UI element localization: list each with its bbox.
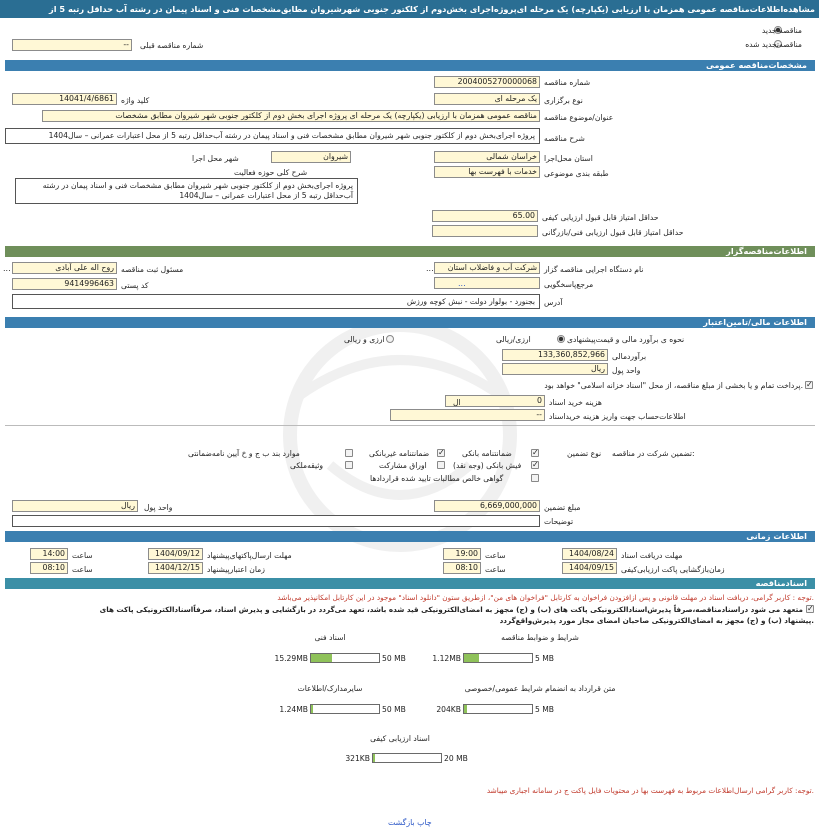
validity-label: زمان اعتبار‌پیشنهاد xyxy=(207,565,265,574)
nonbank-guarantee-checkbox[interactable] xyxy=(437,449,445,457)
doc-price-field: 0 xyxy=(445,395,545,407)
receipt-checkbox[interactable] xyxy=(531,461,539,469)
doc-price-unit: ال xyxy=(453,398,461,407)
article-guarantee-label: موارد بند ب ج و خ آیین نامه‌ضمانتی xyxy=(188,449,300,458)
validity-time-label: ساعت xyxy=(72,565,93,574)
currency-radio[interactable] xyxy=(386,335,394,343)
validity-date-field: 1404/12/15 xyxy=(148,562,203,574)
currency-label: ارزی و ریالی xyxy=(344,335,385,344)
document-used-size: 321KB xyxy=(345,754,370,763)
estimate-amount-label: برآوردمالی xyxy=(612,352,647,361)
guarantee-amount-label: مبلغ تضمین xyxy=(544,503,581,512)
scope-field: پروژه اجرای‌بخش دوم از کلکتور جنوبی شهر شیروان مطابق مشخصات فنی و اسناد پیمان در رشته آب‌حداقل رتبه 5 از محل اعتبارات عمرانی – سال1404 xyxy=(15,178,358,204)
document-label: شرایط و ضوابط مناقصه xyxy=(501,633,579,642)
postal-code-label: کد پستی xyxy=(121,281,149,290)
category-field: خدمات با فهرست بها xyxy=(434,166,540,178)
document-max-size: 20 MB xyxy=(444,754,468,763)
subject-field: مناقصه عمومی همزمان با ارزیابی (یکپارچه) یک مرحله ای پروژه اجرای بخش دوم از کلکتور جنوبی شهر شیروان مطابق مشخصات xyxy=(42,110,540,122)
open-date-field: 1404/09/15 xyxy=(562,562,617,574)
commitment-checkbox[interactable] xyxy=(806,605,814,613)
guarantee-amount-field: 6,669,000,000 xyxy=(434,500,540,512)
document-max-size: 50 MB xyxy=(382,654,406,663)
get-doc-date-field: 1404/08/24 xyxy=(562,548,617,560)
address-label: آدرس xyxy=(544,298,563,307)
rial-label: ارزی/ریالی xyxy=(496,335,531,344)
reference-link[interactable]: ... xyxy=(458,279,466,288)
document-label: اسناد ارزیابی کیفی xyxy=(370,734,430,743)
currency-unit-label: واحد پول xyxy=(612,366,641,375)
min-tech-label: حداقل امتیاز قابل قبول ارزیابی فنی/بازرگانی xyxy=(542,228,684,237)
document-progress-fill xyxy=(464,705,467,713)
document-progress-bar xyxy=(463,653,533,663)
documents-note: توجه : کاربر گرامی، دریافت اسناد در مهلت قانونی و پس ازافزودن فراخوان به کارتابل "فراخوان های من"، ازطریق ستون "دانلود اسناد" موجود در این کارتابل امکانپذیر می‌باشد. xyxy=(277,593,814,602)
responsible-more-icon[interactable]: ... xyxy=(3,264,11,273)
document-progress-fill xyxy=(311,654,332,662)
get-doc-time-field: 19:00 xyxy=(443,548,481,560)
get-doc-label: مهلت دریافت اسناد xyxy=(621,551,683,560)
receipt-label: فیش بانکی (وجه نقد) xyxy=(453,461,522,470)
document-max-size: 50 MB xyxy=(382,705,406,714)
tender-number-label: شماره مناقصه xyxy=(544,78,591,87)
treasury-checkbox[interactable] xyxy=(805,381,813,389)
account-label: اطلاعات‌حساب جهت واریز هزینه خریداسناد xyxy=(549,412,686,421)
document-used-size: 1.24MB xyxy=(279,705,308,714)
get-doc-time-label: ساعت xyxy=(485,551,506,560)
watermark-logo xyxy=(180,305,620,585)
securities-label: اوراق مشارکت xyxy=(379,461,427,470)
property-checkbox[interactable] xyxy=(345,461,353,469)
organization-more-icon[interactable]: ... xyxy=(426,264,434,273)
send-time-label: ساعت xyxy=(72,551,93,560)
bank-guarantee-label: ضمانتنامه بانکی xyxy=(462,449,512,458)
organizer-section-header: اطلاعات‌مناقصه‌گزار xyxy=(5,246,815,257)
commitment-text-2: پیشنهاد (ب) و (ج) مجهز به امضای‌الکترونیکی صاحبان امضای مجاز مورد پذیرش‌واقع‌گردد. xyxy=(499,616,814,625)
renewed-tender-label: مناقصه‌تجدید شده xyxy=(745,40,802,49)
guarantee-unit-label: واحد پول xyxy=(144,503,173,512)
guarantee-unit-field: ریال xyxy=(12,500,138,512)
responsible-label: مسئول ثبت مناقصه xyxy=(121,265,184,274)
tender-kind-label: نوع برگزاری xyxy=(544,96,583,105)
validity-time-field: 08:10 xyxy=(30,562,68,574)
new-tender-label: مناقصه جدید xyxy=(761,26,802,35)
organization-field: شرکت آب و فاضلاب استان xyxy=(434,262,540,274)
keyword-field: 14041/4/6861 xyxy=(12,93,117,105)
open-time-label: ساعت xyxy=(485,565,506,574)
document-used-size: 15.29MB xyxy=(274,654,308,663)
bank-guarantee-checkbox[interactable] xyxy=(531,449,539,457)
doc-price-label: هزینه خرید اسناد xyxy=(549,398,602,407)
document-progress-fill xyxy=(464,654,479,662)
min-quality-field: 65.00 xyxy=(432,210,538,222)
document-progress-fill xyxy=(311,705,313,713)
reference-field xyxy=(434,277,540,289)
postal-code-field: 9414996463 xyxy=(12,278,117,290)
tender-kind-field: یک مرحله ای xyxy=(434,93,540,105)
document-used-size: 1.12MB xyxy=(432,654,461,663)
timing-section-header: اطلاعات زمانی xyxy=(5,531,815,542)
article-guarantee-checkbox[interactable] xyxy=(345,449,353,457)
guarantee-type-label: نوع تضمین xyxy=(567,449,602,458)
min-tech-field xyxy=(432,225,538,237)
send-date-field: 1404/09/12 xyxy=(148,548,203,560)
price-list-note: توجه: کاربر گرامی ارسال‌اطلاعات مربوط به فهرست بها در محتویات فایل پاکت ج در سامانه اجباری میباشد. xyxy=(486,786,814,795)
notes-field xyxy=(12,515,540,527)
city-field: شیروان xyxy=(271,151,351,163)
document-progress-bar xyxy=(463,704,533,714)
treasury-text: پرداخت تمام و یا بخشی از مبلغ مناقصه، از محل "اسناد خزانه اسلامی" خواهد بود. xyxy=(544,381,803,390)
print-back-link[interactable]: چاپ بازگشت xyxy=(388,818,432,827)
city-label: شهر محل اجرا xyxy=(192,154,239,163)
province-field: خراسان شمالی xyxy=(434,151,540,163)
rial-radio[interactable] xyxy=(557,335,565,343)
prev-tender-input[interactable]: -- xyxy=(12,39,132,51)
securities-checkbox[interactable] xyxy=(437,461,445,469)
currency-unit-field: ریال xyxy=(502,363,608,375)
general-section-header: مشخصات‌مناقصه عمومی xyxy=(5,60,815,71)
responsible-field: روح اله علی آبادی xyxy=(12,262,117,274)
min-quality-label: حداقل امتیاز قابل قبول ارزیابی کیفی xyxy=(542,213,659,222)
reference-label: مرجع‌پاسخگویی xyxy=(544,280,594,289)
open-label: زمان‌بازگشایی پاکت ارزیابی‌کیفی xyxy=(621,565,725,574)
notes-label: توضیحات xyxy=(544,517,574,526)
document-progress-fill xyxy=(373,754,375,762)
description-field: پروژه اجرای‌بخش دوم از کلکتور جنوبی شهر شیروان مطابق مشخصات فنی و اسناد پیمان در رشته آب‌حداقل رتبه 5 از محل اعتبارات عمرانی – سال1404 xyxy=(5,128,540,144)
certificate-checkbox[interactable] xyxy=(531,474,539,482)
document-progress-bar xyxy=(310,653,380,663)
keyword-label: کلید واژه xyxy=(121,96,150,105)
divider xyxy=(5,425,815,426)
document-progress-bar xyxy=(372,753,442,763)
commitment-text: متعهد می شود دراسنادمناقصه،صرفاً پذیرش‌اسنادالکترونیکی پاکت های (ب) و (ج) مجهز به امضای‌الکترونیکی قید شده باشد، تعهد می‌گردد در بازگشایی و پذیرش اسناد، صرفاً‌اسنادالکترونیکی پاکت های xyxy=(99,605,803,614)
subject-label: عنوان/موضوع مناقصه xyxy=(544,113,614,122)
finance-section-header: اطلاعات مالی/تامین‌اعتبار xyxy=(5,317,815,328)
document-label: متن قرارداد به انضمام شرایط عمومی/خصوصی xyxy=(464,684,616,693)
certificate-label: گواهی خالص مطالبات تایید شده قراردادها xyxy=(370,474,504,483)
prev-tender-label: شماره مناقصه قبلی xyxy=(140,41,204,50)
category-label: طبقه بندی موضوعی xyxy=(544,169,609,178)
send-time-field: 14:00 xyxy=(30,548,68,560)
nonbank-guarantee-label: ضمانتنامه غیربانکی xyxy=(369,449,430,458)
province-label: استان محل‌اجرا xyxy=(544,154,593,163)
documents-section-header: اسنادمناقصه xyxy=(5,578,815,589)
document-max-size: 5 MB xyxy=(535,705,555,714)
document-label: سایرمدارک/اطلاعات xyxy=(297,684,363,693)
scope-label: شرح کلی حوزه فعالیت xyxy=(234,168,308,177)
document-used-size: 204KB xyxy=(436,705,461,714)
tender-number-field: 2004005270000068 xyxy=(434,76,540,88)
address-field: بجنورد - بولوار دولت - نبش کوچه ورزش xyxy=(12,294,540,309)
guarantee-label: تضمین شرکت در مناقصه: xyxy=(612,449,695,458)
estimate-amount-field: 133,360,852,966 xyxy=(502,349,608,361)
account-field: -- xyxy=(390,409,545,421)
document-progress-bar xyxy=(310,704,380,714)
send-label: مهلت ارسال‌پاکتهای‌پیشنهاد xyxy=(207,551,292,560)
description-label: شرح مناقصه xyxy=(544,134,585,143)
document-max-size: 5 MB xyxy=(535,654,555,663)
document-label: اسناد فنی xyxy=(314,633,346,642)
open-time-field: 08:10 xyxy=(443,562,481,574)
property-label: وثیقه‌ملکی xyxy=(290,461,324,470)
page-title: مشاهده‌اطلاعات‌مناقصه عمومی همزمان با ارزیابی (یکپارچه) یک مرحله ای‌پروژه‌اجرای بخش‌دوم از کلکتور جنوبی شهرشیروان مطابق‌مشخصات فنی و اسناد پیمان در رشته آب حداقل رتبه 5 از xyxy=(0,0,819,18)
estimate-method-label: نحوه ی برآورد مالی و قیمت‌پیشنهادی xyxy=(567,335,685,344)
organization-label: نام دستگاه اجرایی مناقصه گزار xyxy=(544,265,644,274)
